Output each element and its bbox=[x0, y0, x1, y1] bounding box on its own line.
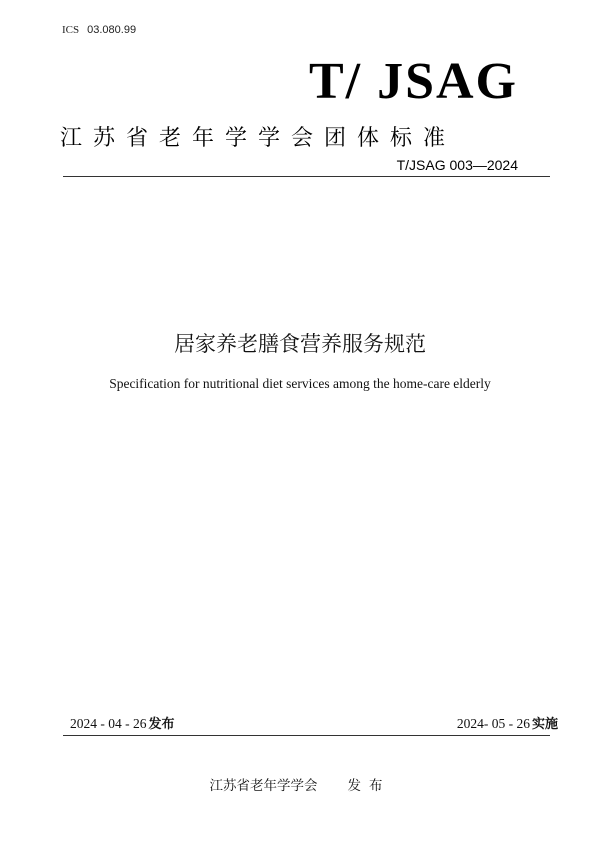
implement-label: 实施 bbox=[531, 717, 558, 732]
document-title-chinese: 居家养老膳食营养服务规范 bbox=[174, 332, 426, 356]
issue-label: 发布 bbox=[148, 717, 175, 732]
bottom-divider bbox=[63, 735, 550, 736]
ics-code: 03.080.99 bbox=[87, 24, 137, 36]
implement-date-line bbox=[457, 713, 558, 732]
issue-date-line bbox=[70, 713, 175, 732]
ics-classification bbox=[62, 24, 136, 36]
organization-name: 江苏省老年学学会团体标准 bbox=[60, 126, 457, 151]
publisher-line bbox=[0, 774, 600, 794]
top-divider bbox=[63, 176, 550, 177]
publisher-name: 江苏省老年学学会 bbox=[209, 778, 318, 794]
publisher-verb: 发布 bbox=[347, 778, 391, 794]
standard-logo: T/ JSAG bbox=[308, 53, 518, 110]
issue-date: 2024 - 04 - 26 bbox=[70, 716, 147, 731]
ics-label: ICS bbox=[62, 24, 80, 36]
implement-date: 2024- 05 - 26 bbox=[456, 716, 530, 731]
standard-number: T/JSAG 003—2024 bbox=[396, 157, 518, 173]
document-title-english: Specification for nutritional diet services among the home-care elderly bbox=[109, 376, 491, 391]
